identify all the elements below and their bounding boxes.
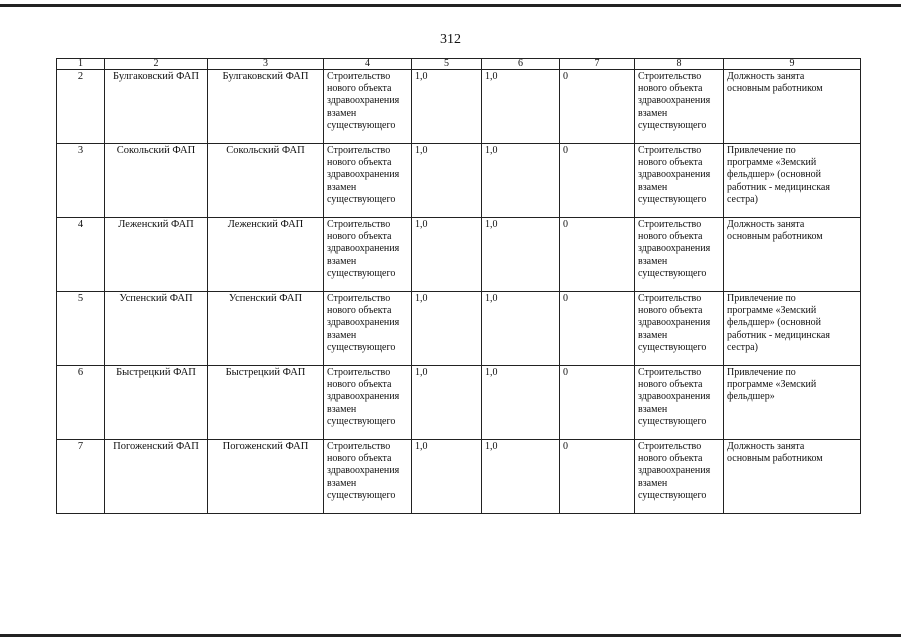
cell-text-line: существующего xyxy=(327,341,396,353)
bottom-border-line xyxy=(0,634,901,637)
facility-name-cell: Булгаковский ФАП xyxy=(105,70,208,144)
facility-name-cell: Погоженский ФАП xyxy=(105,440,208,514)
cell-text-line: Строительство xyxy=(638,441,702,452)
cell-text-line: нового объекта xyxy=(638,83,703,95)
cell-text-line: здравоохранения xyxy=(327,317,400,329)
table-row xyxy=(57,440,861,514)
row-number-cell: 5 xyxy=(57,292,105,366)
cell-text-line: здравоохранения xyxy=(327,465,400,477)
cell-text-line: Должность занята xyxy=(727,71,805,82)
staffing-note-cell xyxy=(724,366,861,440)
value-cell-v6: 1,0 xyxy=(482,218,560,292)
work-type-cell xyxy=(324,144,412,218)
staffing-note-cell xyxy=(724,218,861,292)
facility-table xyxy=(56,58,861,514)
column-header: 7 xyxy=(560,59,635,70)
cell-text-line: программе «Земский xyxy=(727,157,817,169)
planned-work-cell xyxy=(635,440,724,514)
cell-text-line: Строительство xyxy=(327,293,391,304)
facility-name-cell: Сокольский ФАП xyxy=(208,144,324,218)
cell-text-line: существующего xyxy=(638,341,707,353)
cell-text-line: здравоохранения xyxy=(638,391,711,403)
cell-text-line: Строительство xyxy=(327,145,391,156)
cell-text-line: фельдшер» xyxy=(727,391,775,403)
facility-name-cell: Сокольский ФАП xyxy=(105,144,208,218)
cell-text-line: сестра) xyxy=(727,193,758,205)
cell-text-line: нового объекта xyxy=(327,231,392,243)
cell-text-line: здравоохранения xyxy=(327,169,400,181)
cell-text-line: работник - медицинская xyxy=(727,181,830,193)
cell-text-line: Привлечение по xyxy=(727,145,796,156)
cell-text-line: существующего xyxy=(327,267,396,279)
cell-text-line: нового объекта xyxy=(638,305,703,317)
planned-work-cell xyxy=(635,366,724,440)
table-row xyxy=(57,70,861,144)
cell-text-line: существующего xyxy=(638,119,707,131)
cell-text-line: существующего xyxy=(638,489,707,501)
cell-text-line: Строительство xyxy=(638,219,702,230)
facility-name-cell: Леженский ФАП xyxy=(208,218,324,292)
cell-text-line: Строительство xyxy=(638,367,702,378)
column-header: 3 xyxy=(208,59,324,70)
facility-name-cell: Быстрецкий ФАП xyxy=(208,366,324,440)
cell-text-line: нового объекта xyxy=(327,157,392,169)
table-row xyxy=(57,366,861,440)
top-border-line xyxy=(0,4,901,7)
value-cell-v5: 1,0 xyxy=(412,292,482,366)
column-header: 9 xyxy=(724,59,861,70)
cell-text-line: нового объекта xyxy=(638,157,703,169)
facility-name-cell: Леженский ФАП xyxy=(105,218,208,292)
facility-name-cell: Погоженский ФАП xyxy=(208,440,324,514)
cell-text-line: здравоохранения xyxy=(638,465,711,477)
staffing-note-cell xyxy=(724,292,861,366)
cell-text-line: Строительство xyxy=(327,219,391,230)
column-header: 4 xyxy=(324,59,412,70)
cell-text-line: Строительство xyxy=(327,71,391,82)
cell-text-line: взамен xyxy=(638,181,668,193)
facility-name-cell: Булгаковский ФАП xyxy=(208,70,324,144)
cell-text-line: нового объекта xyxy=(638,453,703,465)
cell-text-line: здравоохранения xyxy=(327,243,400,255)
value-cell-v7: 0 xyxy=(560,292,635,366)
cell-text-line: нового объекта xyxy=(327,83,392,95)
row-number-cell: 7 xyxy=(57,440,105,514)
cell-text-line: взамен xyxy=(327,181,357,193)
cell-text-line: взамен xyxy=(638,477,668,489)
cell-text-line: взамен xyxy=(638,403,668,415)
value-cell-v6: 1,0 xyxy=(482,440,560,514)
value-cell-v5: 1,0 xyxy=(412,440,482,514)
cell-text-line: нового объекта xyxy=(327,379,392,391)
value-cell-v7: 0 xyxy=(560,70,635,144)
value-cell-v5: 1,0 xyxy=(412,70,482,144)
cell-text-line: здравоохранения xyxy=(638,243,711,255)
planned-work-cell xyxy=(635,218,724,292)
value-cell-v6: 1,0 xyxy=(482,144,560,218)
row-number-cell: 6 xyxy=(57,366,105,440)
column-header: 1 xyxy=(57,59,105,70)
facility-name-cell: Успенский ФАП xyxy=(105,292,208,366)
cell-text-line: взамен xyxy=(638,329,668,341)
value-cell-v7: 0 xyxy=(560,366,635,440)
work-type-cell xyxy=(324,440,412,514)
table-row xyxy=(57,218,861,292)
cell-text-line: взамен xyxy=(327,403,357,415)
table-row xyxy=(57,292,861,366)
cell-text-line: сестра) xyxy=(727,341,758,353)
cell-text-line: здравоохранения xyxy=(638,169,711,181)
cell-text-line: взамен xyxy=(327,329,357,341)
cell-text-line: взамен xyxy=(327,477,357,489)
cell-text-line: существующего xyxy=(638,267,707,279)
cell-text-line: существующего xyxy=(327,489,396,501)
value-cell-v7: 0 xyxy=(560,440,635,514)
value-cell-v7: 0 xyxy=(560,144,635,218)
work-type-cell xyxy=(324,218,412,292)
cell-text-line: нового объекта xyxy=(327,305,392,317)
cell-text-line: взамен xyxy=(327,255,357,267)
facility-name-cell: Быстрецкий ФАП xyxy=(105,366,208,440)
cell-text-line: здравоохранения xyxy=(327,391,400,403)
cell-text-line: Строительство xyxy=(638,145,702,156)
row-number-cell: 2 xyxy=(57,70,105,144)
value-cell-v6: 1,0 xyxy=(482,292,560,366)
cell-text-line: здравоохранения xyxy=(327,95,400,107)
cell-text-line: Привлечение по xyxy=(727,367,796,378)
column-header: 8 xyxy=(635,59,724,70)
table-header-row xyxy=(57,59,861,70)
cell-text-line: существующего xyxy=(638,193,707,205)
planned-work-cell xyxy=(635,144,724,218)
work-type-cell xyxy=(324,70,412,144)
cell-text-line: Привлечение по xyxy=(727,293,796,304)
value-cell-v5: 1,0 xyxy=(412,218,482,292)
cell-text-line: Должность занята xyxy=(727,219,805,230)
value-cell-v6: 1,0 xyxy=(482,366,560,440)
cell-text-line: взамен xyxy=(638,107,668,119)
cell-text-line: нового объекта xyxy=(327,453,392,465)
page-number: 312 xyxy=(440,32,461,47)
cell-text-line: основным работником xyxy=(727,453,823,465)
cell-text-line: основным работником xyxy=(727,231,823,243)
cell-text-line: существующего xyxy=(327,119,396,131)
value-cell-v5: 1,0 xyxy=(412,366,482,440)
cell-text-line: нового объекта xyxy=(638,231,703,243)
cell-text-line: существующего xyxy=(638,415,707,427)
value-cell-v7: 0 xyxy=(560,218,635,292)
planned-work-cell xyxy=(635,70,724,144)
cell-text-line: фельдшер» (основной xyxy=(727,317,821,329)
cell-text-line: основным работником xyxy=(727,83,823,95)
cell-text-line: Строительство xyxy=(638,293,702,304)
cell-text-line: нового объекта xyxy=(638,379,703,391)
table-row xyxy=(57,144,861,218)
cell-text-line: здравоохранения xyxy=(638,95,711,107)
cell-text-line: существующего xyxy=(327,415,396,427)
cell-text-line: программе «Земский xyxy=(727,305,817,317)
cell-text-line: Строительство xyxy=(327,441,391,452)
cell-text-line: программе «Земский xyxy=(727,379,817,391)
cell-text-line: фельдшер» (основной xyxy=(727,169,821,181)
column-header: 6 xyxy=(482,59,560,70)
staffing-note-cell xyxy=(724,70,861,144)
column-header: 5 xyxy=(412,59,482,70)
cell-text-line: взамен xyxy=(327,107,357,119)
facility-name-cell: Успенский ФАП xyxy=(208,292,324,366)
cell-text-line: Строительство xyxy=(327,367,391,378)
row-number-cell: 3 xyxy=(57,144,105,218)
staffing-note-cell xyxy=(724,440,861,514)
work-type-cell xyxy=(324,366,412,440)
cell-text-line: взамен xyxy=(638,255,668,267)
work-type-cell xyxy=(324,292,412,366)
cell-text-line: Строительство xyxy=(638,71,702,82)
value-cell-v6: 1,0 xyxy=(482,70,560,144)
row-number-cell: 4 xyxy=(57,218,105,292)
cell-text-line: здравоохранения xyxy=(638,317,711,329)
cell-text-line: существующего xyxy=(327,193,396,205)
cell-text-line: Должность занята xyxy=(727,441,805,452)
value-cell-v5: 1,0 xyxy=(412,144,482,218)
cell-text-line: работник - медицинская xyxy=(727,329,830,341)
planned-work-cell xyxy=(635,292,724,366)
column-header: 2 xyxy=(105,59,208,70)
staffing-note-cell xyxy=(724,144,861,218)
